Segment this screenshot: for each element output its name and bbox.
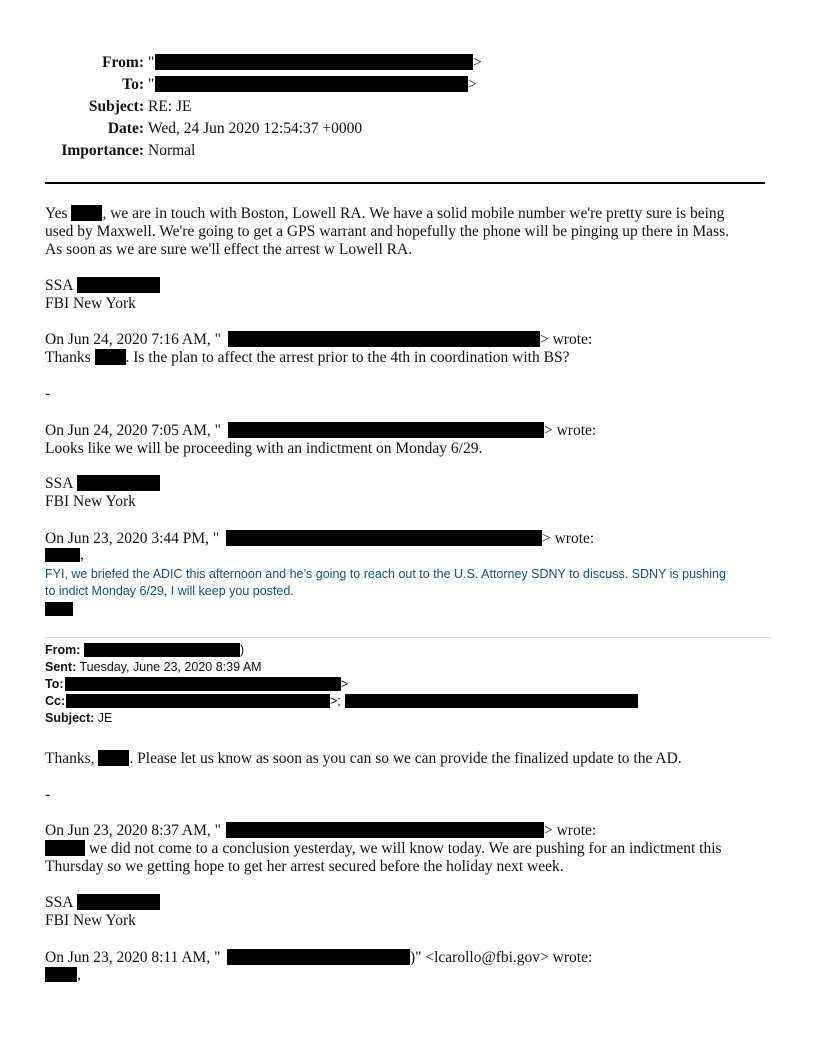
importance-label: Importance: — [61, 142, 144, 159]
q2-wrote: > wrote: — [544, 422, 597, 439]
dash-2: - — [45, 786, 51, 803]
fwd-sent-label: Sent: — [45, 660, 77, 674]
redaction-sig3 — [77, 894, 160, 910]
redaction-sig1 — [77, 277, 160, 293]
redaction-q2 — [228, 422, 544, 438]
fwd-subject — [45, 710, 112, 726]
q5-comma: , — [77, 966, 81, 983]
fwd-cc-label: Cc: — [45, 694, 66, 708]
q5-on: On Jun 23, 2020 8:11 AM, " — [45, 949, 221, 966]
sig1-office: FBI New York — [45, 295, 136, 312]
p1-a: Yes — [45, 205, 72, 222]
redaction-q5 — [227, 949, 410, 965]
fwd-cc-tail: >; — [330, 694, 341, 708]
fwd-to-label: To: — [45, 677, 64, 691]
sig3-office: FBI New York — [45, 912, 136, 929]
p1-b: , we are in touch with Boston, Lowell RA. We have a solid mobile number we're pretty sure is being — [102, 205, 725, 222]
redaction-q1-name — [95, 349, 126, 365]
redaction-q3-sig — [45, 602, 73, 616]
header-divider — [45, 182, 765, 184]
q1-on: On Jun 24, 2020 7:16 AM, " — [45, 331, 221, 348]
subject-label: Subject: — [88, 98, 144, 115]
fwd-from-tail: ) — [240, 643, 245, 657]
subject-value: RE: JE — [148, 98, 192, 115]
q1-wrote: > wrote: — [540, 331, 593, 348]
redaction-fwd-cc2 — [345, 694, 638, 708]
redaction-q3-name — [45, 548, 80, 562]
date-label: Date: — [107, 120, 144, 137]
redaction-from — [155, 54, 473, 70]
dash-1: - — [45, 385, 51, 402]
fwd-thanks-a: Thanks, — [45, 750, 99, 767]
fwd-from-label: From: — [45, 643, 81, 657]
q3-on: On Jun 23, 2020 3:44 PM, " — [45, 530, 220, 547]
date-value: Wed, 24 Jun 2020 12:54:37 +0000 — [148, 120, 363, 137]
redaction-q4 — [226, 822, 544, 838]
to-value: " — [148, 76, 155, 93]
fwd-sent — [45, 659, 262, 675]
redaction-fwd-from — [84, 643, 240, 657]
sig2-office: FBI New York — [45, 493, 136, 510]
from-value: " — [148, 54, 155, 71]
redaction-fwd-cc1 — [66, 694, 330, 708]
to-label: To: — [122, 76, 144, 93]
q4-on: On Jun 23, 2020 8:37 AM, " — [45, 822, 221, 839]
q3-comma: , — [80, 546, 84, 563]
from-label: From: — [102, 54, 144, 71]
q4-line1 — [45, 840, 722, 858]
fwd-from — [45, 642, 80, 658]
q4-line1-text: we did not come to a conclusion yesterday, we will know today. We are pushing for an indictment this — [85, 840, 722, 857]
redaction-name — [71, 205, 102, 221]
q1-thanks — [45, 349, 569, 367]
q4-wrote: > wrote: — [544, 822, 597, 839]
redaction-q5-name — [45, 967, 77, 982]
redaction-fwd-to — [65, 677, 341, 691]
q3-fyi-line2: to indict Monday 6/29, I will keep you posted. — [45, 584, 294, 598]
sig1-ssa: SSA — [45, 277, 74, 294]
fwd-to — [45, 676, 64, 692]
redaction-q4-name — [45, 840, 85, 856]
redaction-q1 — [228, 331, 540, 347]
p1-line2: used by Maxwell. We're going to get a GPS warrant and hopefully the phone will be pinging up there in Mass. — [45, 223, 729, 240]
redaction-q3 — [226, 530, 542, 546]
redaction-to — [155, 76, 468, 92]
q3-fyi-line1: FYI, we briefed the ADIC this afternoon and he’s going to reach out to the U.S. Attorney SDNY to discuss. SDNY is pushing — [45, 567, 726, 581]
from-tail: > — [473, 54, 482, 71]
redaction-fwd-name — [98, 750, 129, 766]
to-tail: > — [468, 76, 477, 93]
q5-wrote: )" <lcarollo@fbi.gov> wrote: — [410, 949, 593, 966]
q2-on: On Jun 24, 2020 7:05 AM, " — [45, 422, 221, 439]
q2-text: Looks like we will be proceeding with an indictment on Monday 6/29. — [45, 440, 483, 457]
sig3-ssa: SSA — [45, 894, 74, 911]
sig2-ssa: SSA — [45, 475, 74, 492]
q4-line2: Thursday so we getting hope to get her arrest secured before the holiday next week. — [45, 858, 564, 875]
fwd-cc — [45, 693, 65, 709]
fwd-subject-label: Subject: — [45, 711, 95, 725]
fwd-thanks-b: . Please let us know as soon as you can so we can provide the finalized update to the AD. — [129, 750, 682, 767]
fwd-sent-value: Tuesday, June 23, 2020 8:39 AM — [79, 660, 262, 674]
redaction-sig2 — [77, 475, 160, 491]
fwd-to-tail: > — [341, 677, 349, 691]
q3-wrote: > wrote: — [542, 530, 595, 547]
forward-divider — [45, 637, 771, 638]
p1-line1 — [45, 205, 724, 223]
importance-value: Normal — [148, 142, 196, 159]
q1-thanks-b: . Is the plan to affect the arrest prior to the 4th in coordination with BS? — [125, 349, 570, 366]
fwd-thanks — [45, 750, 682, 768]
q1-thanks-a: Thanks — [45, 349, 95, 366]
fwd-subject-value: JE — [97, 711, 113, 725]
p1-line3: As soon as we are sure we'll effect the arrest w Lowell RA. — [45, 241, 413, 258]
